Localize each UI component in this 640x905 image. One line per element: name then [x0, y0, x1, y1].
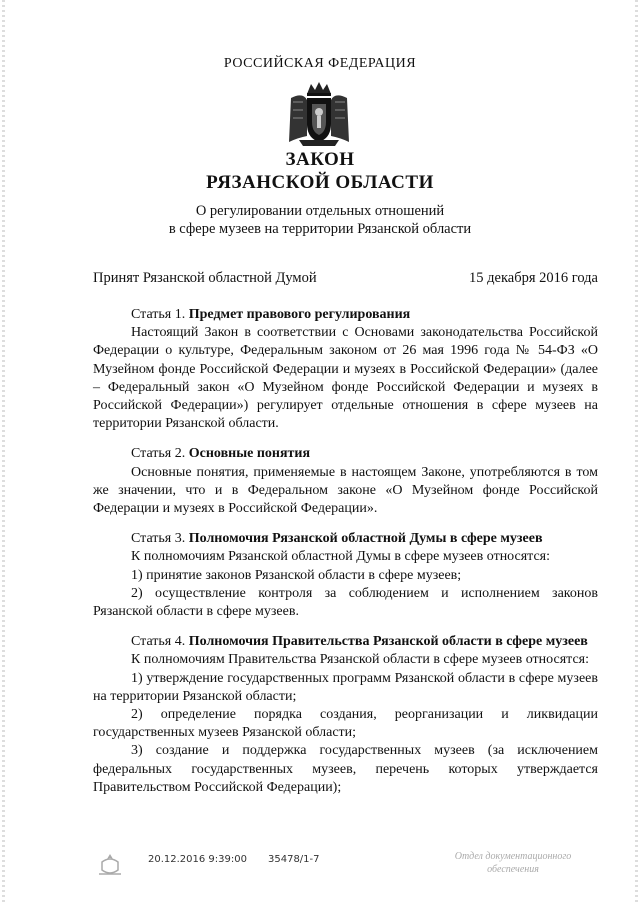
article-number: Статья 4.	[131, 634, 186, 650]
article-paragraph: 1) принятие законов Рязанской области в сфере музеев;	[131, 567, 462, 583]
article-heading	[93, 633, 598, 651]
article-paragraph: К полномочиям Рязанской областной Думы в сфере музеев относятся:	[131, 549, 551, 565]
article-number: Статья 1.	[131, 307, 186, 322]
scan-edge-right	[635, 0, 638, 905]
article-title: Полномочия Правительства Рязанской области в сфере музеев	[188, 634, 588, 650]
article-paragraph: 3) создание и поддержка государственных музеев (за исключением федеральных государственных музеев, перечень которых утверждается Правительством Российской Федерации);	[93, 743, 598, 795]
law-body	[93, 306, 598, 809]
law-title-line1: ЗАКОН	[285, 149, 355, 170]
coat-of-arms-icon	[285, 80, 353, 148]
document-footer	[0, 850, 640, 880]
article-title: Основные понятия	[188, 446, 311, 462]
article-paragraph: 1) утверждение государственных программ Рязанской области в сфере музеев на территории Рязанской области;	[93, 670, 598, 704]
law-title	[0, 148, 640, 194]
footer-timestamp: 20.12.2016 9:39:00	[148, 854, 247, 865]
article-1	[93, 306, 598, 433]
registry-stamp-icon	[96, 852, 124, 878]
country-header: РОССИЙСКАЯ ФЕДЕРАЦИЯ	[223, 56, 417, 71]
article-paragraph: 2) осуществление контроля за соблюдением и исполнением законов Рязанской области в сфере музеев.	[93, 585, 598, 620]
article-paragraph: 2) определение порядка создания, реорганизации и ликвидации государственных музеев Рязанской области;	[93, 707, 598, 741]
subtitle-line1: О регулировании отдельных отношений	[195, 203, 445, 219]
article-heading	[93, 445, 598, 463]
article-3	[93, 530, 598, 621]
law-subtitle	[0, 202, 640, 238]
article-heading	[93, 306, 598, 324]
article-number: Статья 3.	[131, 531, 186, 547]
adoption-line	[93, 270, 598, 287]
office-stamp	[448, 850, 578, 876]
footer-reg-number: 35478/1-7	[268, 854, 320, 865]
scan-edge-left	[2, 0, 5, 905]
article-4	[93, 633, 598, 797]
article-paragraph: К полномочиям Правительства Рязанской области в сфере музеев относятся:	[131, 652, 589, 668]
article-heading	[93, 530, 598, 548]
article-paragraph: Основные понятия, применяемые в настоящем Законе, употребляются в том же значении, что и в Федеральном законе «О Музейном фонде Российской Федерации и музеях в Российской Федерации».	[93, 464, 598, 517]
office-stamp-line1: Отдел документационного	[454, 851, 572, 862]
article-2	[93, 445, 598, 518]
subtitle-line2: в сфере музеев на территории Рязанской области	[168, 221, 472, 237]
article-title: Предмет правового регулирования	[188, 307, 411, 322]
law-title-line2: РЯЗАНСКОЙ ОБЛАСТИ	[206, 172, 434, 193]
article-title: Полномочия Рязанской областной Думы в сфере музеев	[188, 531, 543, 547]
article-paragraph: Настоящий Закон в соответствии с Основами законодательства Российской Федерации о культуре, Федеральным законом от 26 мая 1996 года № 54-ФЗ «О Музейном фонде Российской Федерации и музеях в Российской Федерации» (далее – Федеральный закон «О Музейном фонде Российской Федерации и музеях в Российской Федерации») регулирует отдельные отношения в сфере музеев на территории Рязанской области.	[93, 325, 598, 432]
office-stamp-line2: обеспечения	[487, 864, 539, 875]
adopted-by: Принят Рязанской областной Думой	[93, 270, 317, 286]
article-number: Статья 2.	[131, 446, 186, 462]
adoption-date: 15 декабря 2016 года	[469, 270, 598, 286]
